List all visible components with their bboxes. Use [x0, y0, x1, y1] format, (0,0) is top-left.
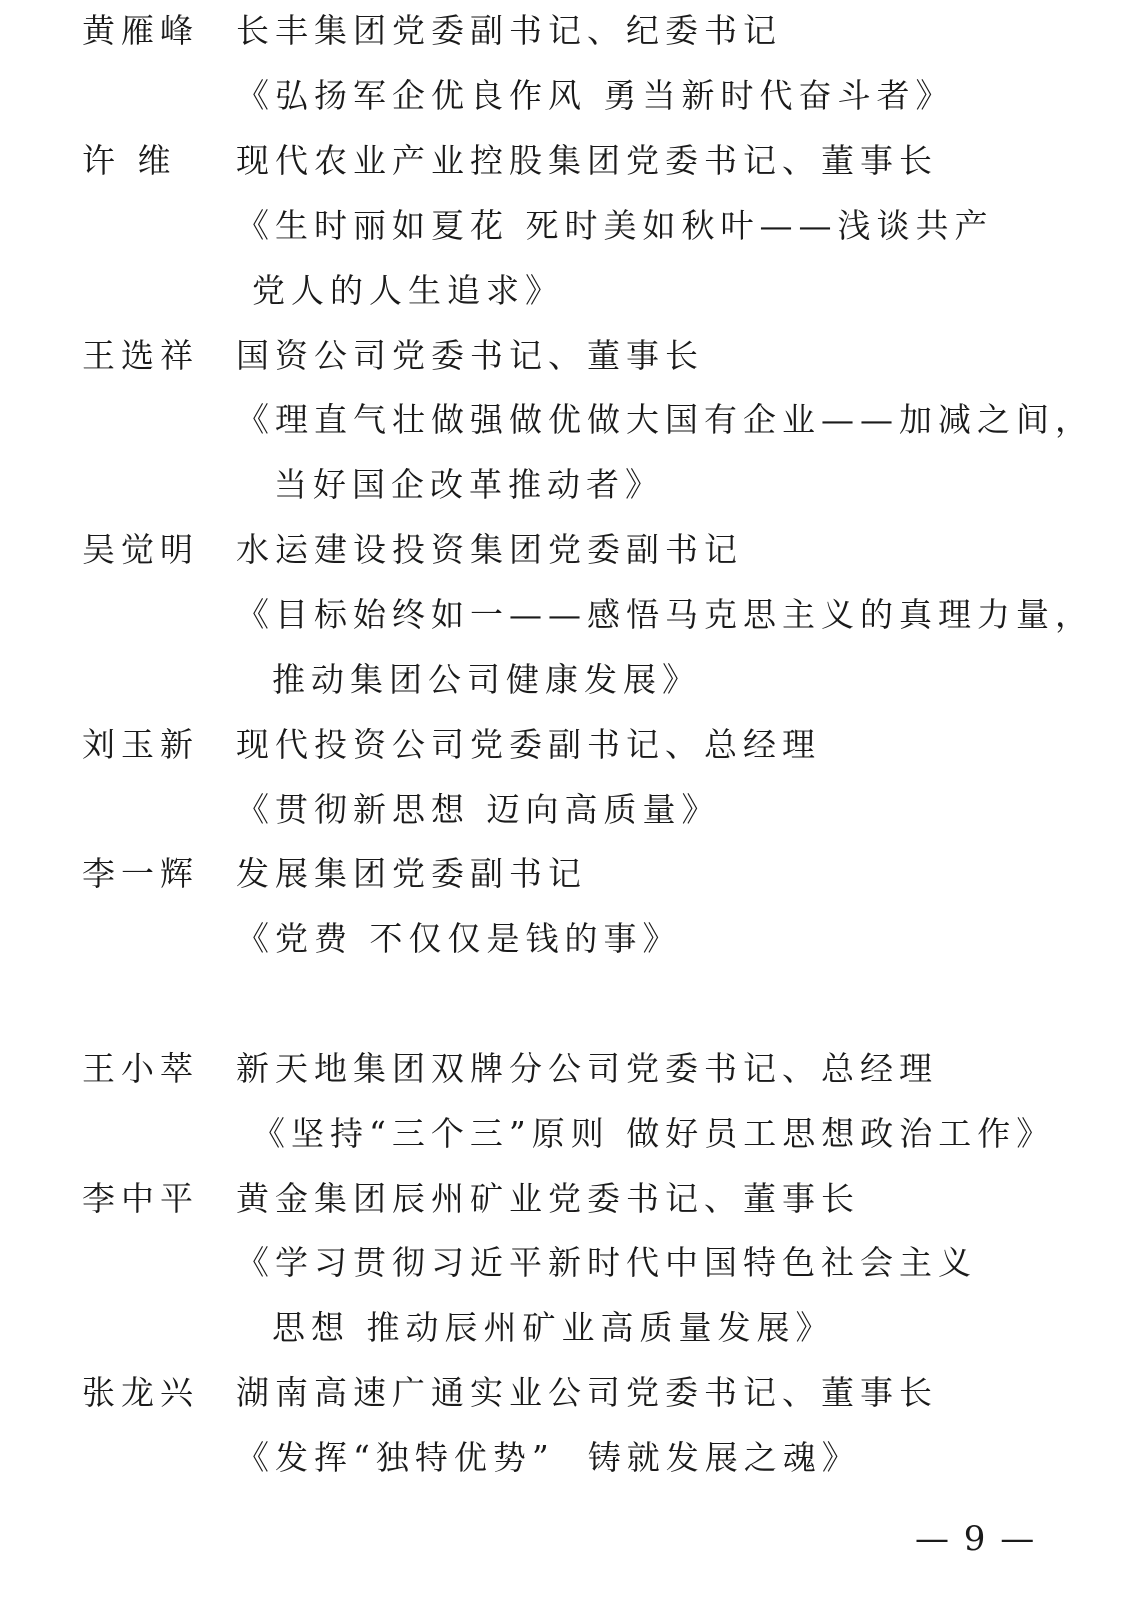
- speech-title-continued: 推动集团公司健康发展》: [272, 660, 701, 699]
- person-name: 李中平: [82, 1179, 199, 1218]
- person-name: 黄雁峰: [82, 11, 199, 50]
- person-position: 新天地集团双牌分公司党委书记、总经理: [236, 1049, 938, 1088]
- speech-title: 《目标始终如一——感悟马克思主义的真理力量，: [236, 595, 1094, 634]
- speech-title-continued: 思想 推动辰州矿业高质量发展》: [272, 1308, 835, 1347]
- person-position: 发展集团党委副书记: [236, 854, 587, 893]
- person-name: 张龙兴: [82, 1373, 199, 1412]
- speech-title: 《理直气壮做强做优做大国有企业——加减之间，: [236, 400, 1094, 439]
- person-position: 水运建设投资集团党委副书记: [236, 530, 743, 569]
- person-position: 国资公司党委书记、董事长: [236, 336, 704, 375]
- speech-title: 《弘扬军企优良作风 勇当新时代奋斗者》: [236, 76, 955, 115]
- page-number: — 9 —: [915, 1519, 1037, 1559]
- speech-title: 《坚持“三个三”原则 做好员工思想政治工作》: [252, 1114, 1056, 1153]
- person-name: 许 维: [82, 141, 177, 180]
- person-position: 现代投资公司党委副书记、总经理: [236, 725, 821, 764]
- speech-title: 《贯彻新思想 迈向高质量》: [236, 790, 721, 829]
- person-position: 现代农业产业控股集团党委书记、董事长: [236, 141, 938, 180]
- person-position: 湖南高速广通实业公司党委书记、董事长: [236, 1373, 938, 1412]
- person-name: 李一辉: [82, 854, 199, 893]
- speech-title-continued: 当好国企改革推动者》: [274, 465, 664, 504]
- speech-title: 《发挥“独特优势” 铸就发展之魂》: [236, 1438, 861, 1477]
- person-position: 黄金集团辰州矿业党委书记、董事长: [236, 1179, 860, 1218]
- person-position: 长丰集团党委副书记、纪委书记: [236, 11, 782, 50]
- speech-title: 《学习贯彻习近平新时代中国特色社会主义: [236, 1243, 977, 1282]
- speech-title: 《党费 不仅仅是钱的事》: [236, 919, 682, 958]
- speech-title-continued: 党人的人生追求》: [252, 271, 564, 310]
- speech-title: 《生时丽如夏花 死时美如秋叶——浅谈共产: [236, 206, 994, 245]
- person-name: 王选祥: [82, 336, 199, 375]
- person-name: 王小萃: [82, 1049, 199, 1088]
- person-name: 刘玉新: [82, 725, 199, 764]
- person-name: 吴觉明: [82, 530, 199, 569]
